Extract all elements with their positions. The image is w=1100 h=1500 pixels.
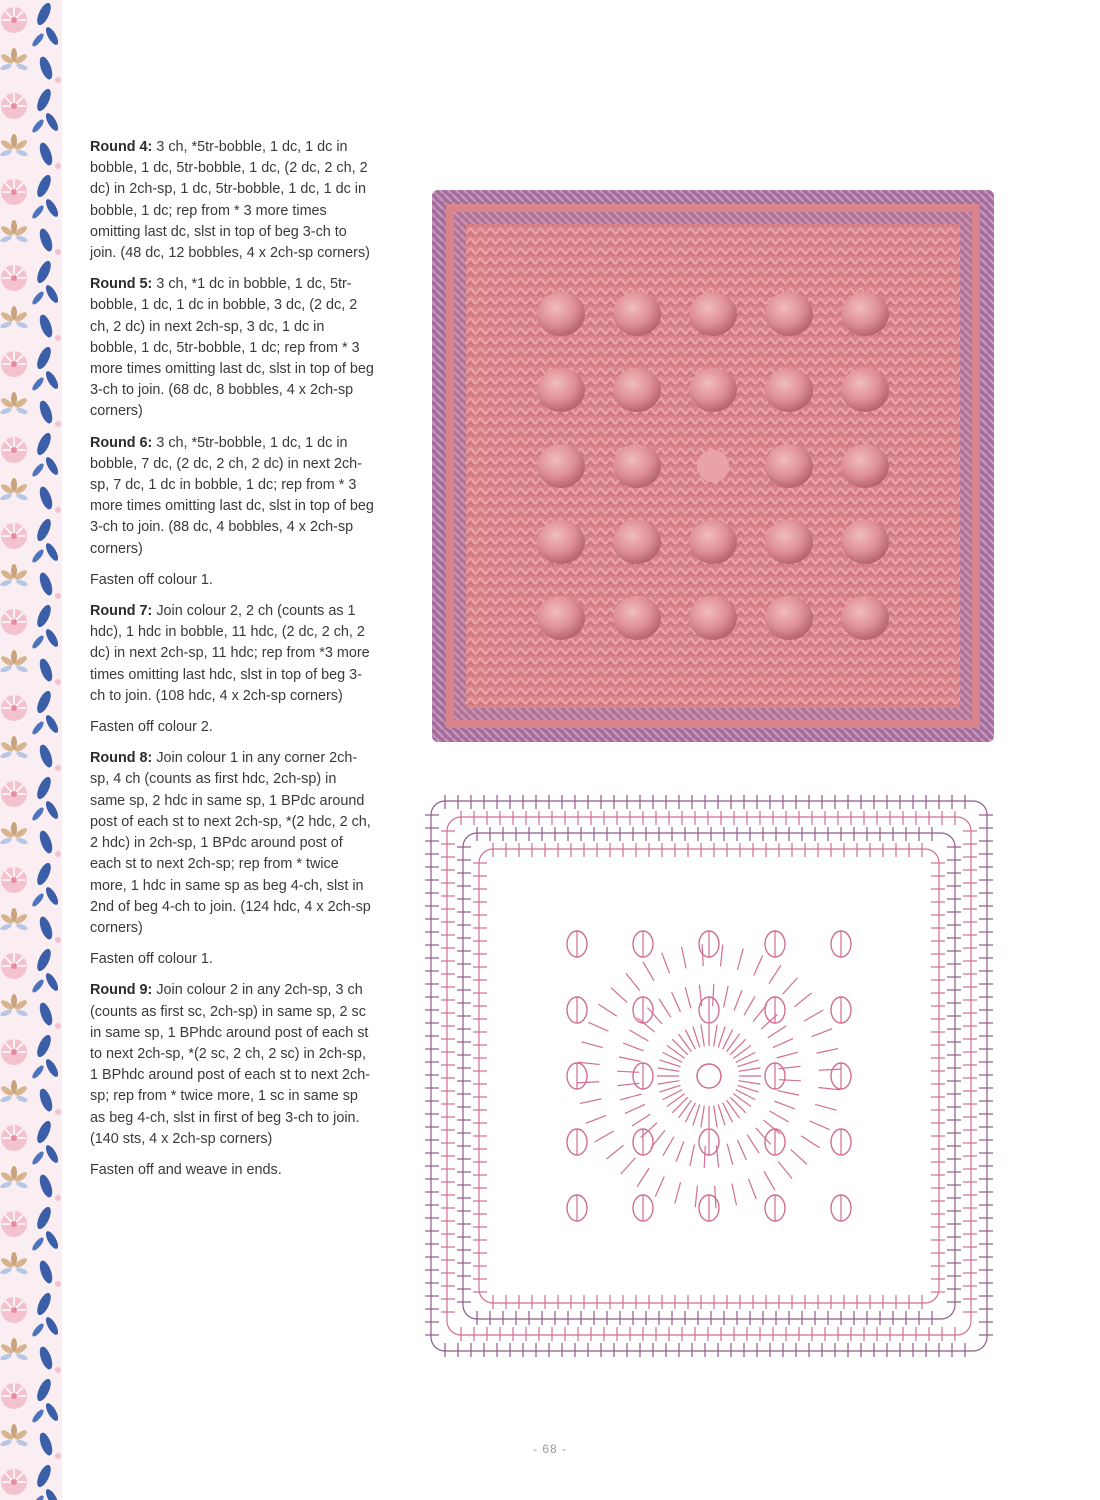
stitch-symbol [768,1026,786,1038]
stitch-symbol [739,1081,761,1084]
stitch-symbol [672,1097,688,1113]
stitch-symbol [675,1182,681,1203]
bobble [689,596,737,640]
stitch-symbol [809,1121,829,1130]
stitch-symbol [748,1179,756,1200]
round-label: Round 7: [90,603,153,620]
bobble [613,292,661,336]
page-number: - 68 - [532,1442,567,1456]
note-text: Fasten off colour 1. [90,571,213,588]
round-9-paragraph [90,980,375,1150]
border-row [479,849,939,1303]
stitch-symbol [727,1144,733,1165]
stitch-symbol [739,1068,761,1071]
fasten-off-note [90,1160,375,1181]
stitch-symbol [595,1131,614,1142]
stitch-symbol [577,1082,599,1083]
round-text: 3 ch, *1 dc in bobble, 1 dc, 5tr-bobble, 1 dc, 1 dc in bobble, 3 dc, (2 dc, 2 ch, 2 dc) in next 2ch-sp, 3 dc, 1 dc in bobble, 1 dc, 5tr-bobble, 1 dc; rep from * 3 more times omitting last dc, slst in top of beg 3-ch to join. (68 dc, 8 bobbles, 4 x 2ch-sp corners) [90,276,374,420]
stitch-symbol [779,1080,801,1081]
stitch-symbol [777,1091,799,1096]
round-label: Round 5: [90,276,153,293]
stitch-symbol [663,1137,674,1156]
stitch-symbol [732,1184,737,1206]
stitch-symbol [658,1081,680,1084]
stitch-symbol [734,990,742,1011]
stitch-symbol [774,1101,795,1109]
bobble [765,520,813,564]
round-text: Join colour 2, 2 ch (counts as 1 hdc), 1 hdc in bobble, 11 hdc, (2 dc, 2 ch, 2 dc) in next 2ch-sp, 11 hdc; rep from *3 more times omitting last hdc, slst in top of beg 3-ch to join. (108 hdc, 4 x 2ch-sp corners) [90,603,370,704]
bobble [689,292,737,336]
stitch-symbol [625,1104,645,1113]
stitch-symbol [637,1168,649,1186]
instructions-column [90,137,375,1191]
stitch-symbol [730,1039,746,1055]
stitch-symbol [714,1106,717,1128]
stitch-symbol [738,1085,759,1092]
stitch-symbol [815,1104,836,1110]
stitch-symbol [744,996,755,1015]
stitch-symbol [660,1060,681,1067]
round-text: Join colour 2 in any 2ch-sp, 3 ch (counts as first sc, 2ch-sp) in same sp, 2 sc in same sp, 1 BPhdc around post of each st to next 2ch-sp, *(2 sc, 2 ch, 2 sc) in 2ch-sp, 1 BPhdc around post of each st to next 2ch-sp; rep from * twice more, 1 sc in same sp as beg 4-ch, slst in first of beg 3-ch to join. (140 sts, 4 x 2ch-sp corners) [90,982,370,1147]
bobble [765,368,813,412]
bobble [841,368,889,412]
bobble [613,520,661,564]
stitch-symbol [720,945,722,967]
stitch-symbol [617,1071,639,1072]
stitch-symbol [638,1018,655,1032]
stitch-symbol [704,1146,705,1168]
stitch-symbol [812,1029,833,1037]
stitch-symbol [791,1150,807,1165]
stitch-symbol [693,1027,700,1048]
bobble [841,444,889,488]
bobble [613,444,661,488]
stitch-symbol [658,1068,680,1071]
round-6-paragraph [90,433,375,560]
stitch-symbol [754,955,763,975]
note-text: Fasten off and weave in ends. [90,1161,282,1178]
bobble [765,292,813,336]
stitch-symbol [777,1052,798,1058]
stitch-symbol [770,1111,789,1122]
stitch-symbol [695,1185,697,1207]
stitch-symbol [647,1008,662,1024]
stitch-symbol [713,984,714,1006]
stitch-symbol [632,1114,650,1126]
bobble [537,292,585,336]
bobble [537,520,585,564]
bobble [613,596,661,640]
round-label: Round 9: [90,982,153,999]
stitch-symbol [693,1105,700,1126]
fasten-off-note [90,949,375,970]
stitch-symbol [763,1120,780,1134]
stitch-symbol [643,962,654,981]
note-text: Fasten off colour 2. [90,719,213,736]
crochet-chart-diagram [425,795,993,1357]
stitch-symbol [804,1010,823,1021]
bobble [537,596,585,640]
stitch-symbol [701,1025,704,1047]
stitch-symbol [672,1039,688,1055]
stitch-symbol [659,999,671,1017]
stitch-symbol [623,1043,644,1051]
stitch-symbol [619,1057,641,1062]
stitch-symbol [718,1027,725,1048]
round-label: Round 6: [90,434,153,451]
stitch-symbol [606,1145,623,1159]
bobble [537,444,585,488]
stitch-symbol [690,1144,695,1166]
stitch-symbol [769,965,781,983]
round-text: Join colour 1 in any corner 2ch-sp, 4 ch (counts as first hdc, 2ch-sp) in same sp, 2 hdc in same sp, 1 BPdc around post of each st to next 2ch-sp, *(2 hdc, 2 ch, 2 hdc) in 2ch-sp, 1 BPdc around post of each st to next 2ch-sp; rep from * twice more, 1 hdc in same sp as beg 4-ch, slst in 2nd of beg 4-ch to join. (124 hdc, 4 x 2ch-sp corners) [90,750,371,936]
bobble [841,596,889,640]
stitch-symbol [629,1030,648,1041]
stitch-symbol [718,1105,725,1126]
stitch-symbol [662,953,670,974]
stitch-symbol [676,1141,684,1162]
stitch-symbol [737,948,743,969]
fasten-off-note [90,570,375,591]
bobble [841,520,889,564]
decorative-pattern-strip [0,0,62,1500]
stitch-symbol [773,1039,793,1048]
stitch-symbol [801,1136,819,1148]
round-label: Round 8: [90,750,153,767]
stitch-symbol [598,1004,616,1016]
stitch-symbol [655,1176,664,1196]
stitch-symbol [682,947,687,969]
stitch-symbol [737,1140,746,1160]
stitch-symbol [620,1094,641,1100]
round-label: Round 4: [90,139,153,155]
stitch-symbol [672,992,681,1012]
crochet-square-photo [428,186,998,746]
stitch-symbol [817,1049,839,1054]
stitch-symbol [747,1135,759,1153]
stitch-symbol [819,1069,841,1070]
stitch-symbol [685,987,691,1008]
center-ring [697,450,729,482]
stitch-symbol [724,986,729,1008]
round-5-paragraph [90,274,375,422]
stitch-symbol [783,978,798,994]
stitch-symbol [756,1128,771,1144]
round-8-paragraph [90,748,375,939]
bobble [537,368,585,412]
round-4-paragraph [90,137,375,264]
note-text: Fasten off colour 1. [90,951,213,968]
bobble [613,368,661,412]
stitch-symbol [764,1171,775,1190]
round-7-paragraph [90,601,375,707]
stitch-symbol [660,1085,681,1092]
stitch-symbol [581,1042,602,1048]
stitch-symbol [701,1106,704,1128]
bobble [765,596,813,640]
stitch-symbol [586,1115,607,1123]
bobble [689,368,737,412]
bobble [689,520,737,564]
fasten-off-note [90,717,375,738]
border-row [463,833,955,1319]
border-row [447,817,971,1335]
stitch-symbol [738,1060,759,1067]
magic-ring-symbol [697,1064,721,1088]
round-text: 3 ch, *5tr-bobble, 1 dc, 1 dc in bobble, 7 dc, (2 dc, 2 ch, 2 dc) in next 2ch-sp, 7 dc, 1 dc in bobble, 1 dc; rep from * 3 more times omitting last dc, slst in top of beg 3-ch to join. (88 dc, 4 bobbles, 4 x 2ch-sp corners) [90,434,374,557]
round-text: 3 ch, *5tr-bobble, 1 dc, 1 dc in bobble, 1 dc, 5tr-bobble, 1 dc, (2 dc, 2 ch, 2 dc) in 2ch-sp, 1 dc, 5tr-bobble, 1 dc, 1 dc in bobble, 1 dc; rep from * 3 more times omitting last dc, slst in top of beg 3-ch to join. (48 dc, 12 bobbles, 4 x 2ch-sp corners) [90,139,370,262]
bobble [765,444,813,488]
bobble [841,292,889,336]
stitch-symbol [611,988,627,1003]
stitch-symbol [626,973,640,990]
stitch-symbol [588,1022,608,1031]
stitch-symbol [621,1158,636,1174]
border-row [431,801,987,1351]
stitch-symbol [714,1025,717,1047]
stitch-symbol [794,993,811,1007]
stitch-symbol [778,1161,792,1178]
stitch-symbol [730,1097,746,1113]
stitch-symbol [580,1099,602,1104]
